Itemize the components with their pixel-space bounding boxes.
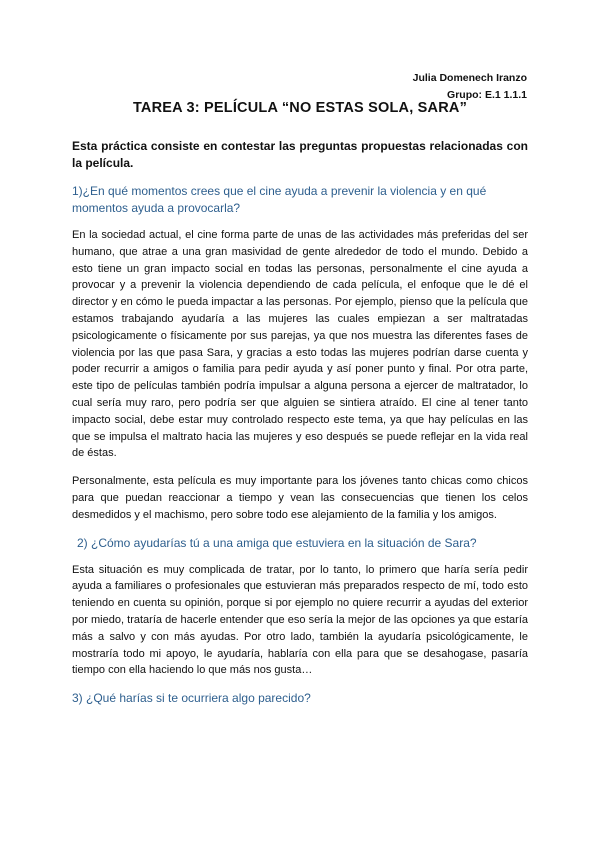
document-body bbox=[72, 138, 528, 717]
author-header bbox=[413, 70, 527, 104]
question-1: 1)¿En qué momentos crees que el cine ayuda a prevenir la violencia y en qué momentos ayuda a provocarla? bbox=[72, 184, 487, 215]
author-name: Julia Domenech Iranzo bbox=[412, 72, 527, 84]
answer-1-paragraph-1: En la sociedad actual, el cine forma parte de unas de las actividades más preferidas del ser humano, que atrae a una gran masividad de gente alrededor de todo el mundo. Debido a esto tiene un gran impacto social en todas las personas, personalmente el cine ayuda a provocar y a prevenir la violencia dependiendo de cada película, el enfoque que le dé el director y en cómo le pueda impactar a las personas. Por ejemplo, pienso que la película que estamos trabajando ayudaría a las mujeres las cuales empiezan a ser maltratadas psicologicamente o físicamente por sus parejas, ya que nos muestra las diferentes fases de violencia por las que pasa Sara, y gracias a esto todas las mujeres podrían darse cuenta y poder recurrir a amigos o familia para pedir ayuda y así poner punto y final. Por otra parte, este tipo de películas también podría impulsar a alguna persona a ejercer de maltratador, lo cual sería muy raro, pero podría ser que alguien se sintiera atraído. El cine al tener tanto impacto social, debe estar muy controlado respecto este tema, ya que hay películas en las que se impulsa el maltrato hacia las mujeres y eso después se puede reflejar en la vida real de éstas. bbox=[72, 229, 528, 460]
page-title: TAREA 3: PELÍCULA “NO ESTAS SOLA, SARA” bbox=[132, 100, 468, 116]
group-label: Grupo: E.1 1.1.1 bbox=[447, 89, 527, 101]
intro-text: Esta práctica consiste en contestar las preguntas propuestas relacionadas con la película. bbox=[72, 139, 528, 170]
answer-2-paragraph-1: Esta situación es muy complicada de tratar, por lo tanto, lo primero que haría sería pedir ayuda a familiares o profesionales que estuvieran más preparados respecto de mí, todo esto teniendo en cuenta su opinión, porque si por ejemplo no quiere recurrir a ayudas del exterior por miedo, trataría de hacerle entender que eso sería la mejor de las opciones ya que estaría más a salvo y con más ayudas. Por otro lado, también la ayudaría psicológicamente, le mostraría todo mi apoyo, le ayudaría, hablaría con ella para que se desahogase, pasaría tiempo con ella haciendo lo que más nos gusta… bbox=[72, 563, 528, 677]
answer-1-paragraph-2: Personalmente, esta película es muy importante para los jóvenes tanto chicas como chicos para que puedan reaccionar a tiempo y vean las consecuencias que tienen los celos desmedidos y el machismo, pero sobre todo ese alejamiento de la familia y los amigos. bbox=[72, 475, 528, 521]
question-3: 3) ¿Qué harías si te ocurriera algo parecido? bbox=[72, 691, 311, 706]
question-2: 2) ¿Cómo ayudarías tú a una amiga que estuviera en la situación de Sara? bbox=[77, 535, 477, 550]
